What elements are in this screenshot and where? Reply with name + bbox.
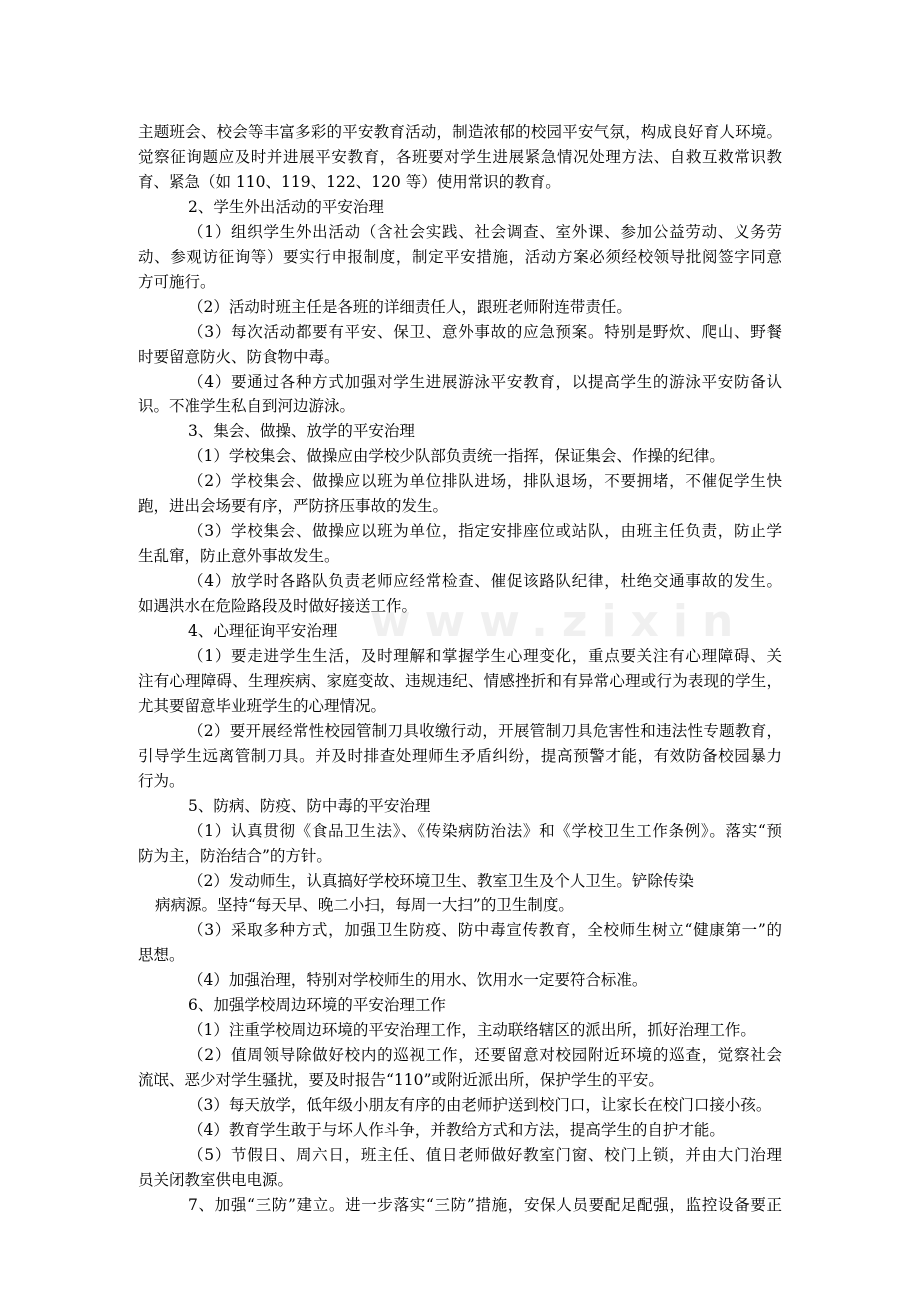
text-line: （2）值周领导除做好校内的巡视工作，还要留意对校园附近环境的巡查，觉察社会 (188, 1046, 782, 1064)
text-line: 5、防病、防疫、防中毒的平安治理 (188, 797, 431, 815)
text-line: （4）加强治理，特别对学校师生的用水、饮用水一定要符合标准。 (188, 971, 648, 989)
text-line: （1）学校集会、做操应由学校少队部负责统一指挥，保证集会、作操的纪律。 (188, 447, 725, 465)
text-line: 识。不准学生私自到河边游泳。 (138, 397, 356, 415)
text-line: 主题班会、校会等丰富多彩的平安教育活动，制造浓郁的校园平安气氛，构成良好育人环境。 (138, 123, 782, 141)
text-line: 病病源。坚持“每天早、晚二小扫，每周一大扫”的卫生制度。 (155, 896, 574, 914)
text-line: 4、心理征询平安治理 (188, 622, 338, 640)
text-line: 引导学生远离管制刀具。并及时排查处理师生矛盾纠纷，提高预警才能，有效防备校园暴力 (138, 747, 782, 765)
text-line: （2）发动师生，认真搞好学校环境卫生、教室卫生及个人卫生。铲除传染 (188, 872, 694, 890)
text-line: （3）采取多种方式，加强卫生防疫、防中毒宣传教育，全校师生树立“健康第一”的 (188, 921, 782, 939)
text-line: （5）节假日、周六日，班主任、值日老师做好教室门窗、校门上锁，并由大门治理 (188, 1146, 782, 1164)
text-line: 7、加强“三防”建立。进一步落实“三防”措施，安保人员要配足配强，监控设备要正 (188, 1196, 782, 1214)
text-line: （4）放学时各路队负责老师应经常检查、催促该路队纪律，杜绝交通事故的发生。 (188, 572, 782, 590)
text-line: （4）教育学生敢于与坏人作斗争，并教给方式和方法，提高学生的自护才能。 (188, 1121, 725, 1139)
text-line: （1）要走进学生生活，及时理解和掌握学生心理变化，重点要关注有心理障碍、关 (188, 647, 782, 665)
text-line: 2、学生外出活动的平安治理 (188, 198, 384, 216)
text-line: 尤其要留意毕业班学生的心理情况。 (138, 697, 387, 715)
text-line: 6、加强学校周边环境的平安治理工作 (188, 996, 446, 1014)
text-line: （3）每天放学，低年级小朋友有序的由老师护送到校门口，让家长在校门口接小孩。 (188, 1096, 772, 1114)
text-line: 跑，进出会场要有序，严防挤压事故的发生。 (138, 497, 449, 515)
text-line: （1）认真贯彻《食品卫生法》、《传染病防治法》和《学校卫生工作条例》。落实“预 (188, 822, 782, 840)
text-line: 防为主，防治结合”的方针。 (138, 847, 332, 865)
text-line: 生乱窜，防止意外事故发生。 (138, 547, 340, 565)
text-line: （2）活动时班主任是各班的详细责任人，跟班老师附连带责任。 (188, 298, 632, 316)
watermark: www.zixin (370, 596, 748, 647)
text-line: 如遇洪水在危险路段及时做好接送工作。 (138, 597, 418, 615)
text-line: （3）学校集会、做操应以班为单位，指定安排座位或站队，由班主任负责，防止学 (188, 522, 782, 540)
text-line: （4）要通过各种方式加强对学生进展游泳平安教育，以提高学生的游泳平安防备认 (188, 373, 782, 391)
text-line: 育、紧急（如 110、119、122、120 等）使用常识的教育。 (138, 173, 561, 191)
text-line: 流氓、恶少对学生骚扰，要及时报告“110”或附近派出所，保护学生的平安。 (138, 1071, 664, 1089)
text-line: 行为。 (138, 772, 185, 790)
text-line: （3）每次活动都要有平安、保卫、意外事故的应急预案。特别是野炊、爬山、野餐 (188, 323, 782, 341)
text-line: （1）组织学生外出活动（含社会实践、社会调查、室外课、参加公益劳动、义务劳 (188, 223, 782, 241)
text-line: 思想。 (138, 946, 185, 964)
text-line: （1）注重学校周边环境的平安治理工作，主动联络辖区的派出所，抓好治理工作。 (188, 1021, 756, 1039)
text-line: （2）要开展经常性校园管制刀具收缴行动，开展管制刀具危害性和违法性专题教育， (188, 722, 782, 740)
text-line: 时要留意防火、防食物中毒。 (138, 348, 340, 366)
text-line: 动、参观访征询等）要实行申报制度，制定平安措施，活动方案必须经校领导批阅签字同意 (138, 248, 782, 266)
text-line: 觉察征询题应及时并进展平安教育，各班要对学生进展紧急情况处理方法、自救互救常识教 (138, 148, 782, 166)
text-line: （2）学校集会、做操应以班为单位排队进场，排队退场，不要拥堵，不催促学生快 (188, 472, 782, 490)
text-line: 员关闭教室供电电源。 (138, 1171, 294, 1189)
text-line: 3、集会、做操、放学的平安治理 (188, 422, 415, 440)
text-line: 注有心理障碍、生理疾病、家庭变故、违规违纪、情感挫折和有异常心理或行为表现的学生， (138, 672, 782, 690)
text-line: 方可施行。 (138, 273, 216, 291)
